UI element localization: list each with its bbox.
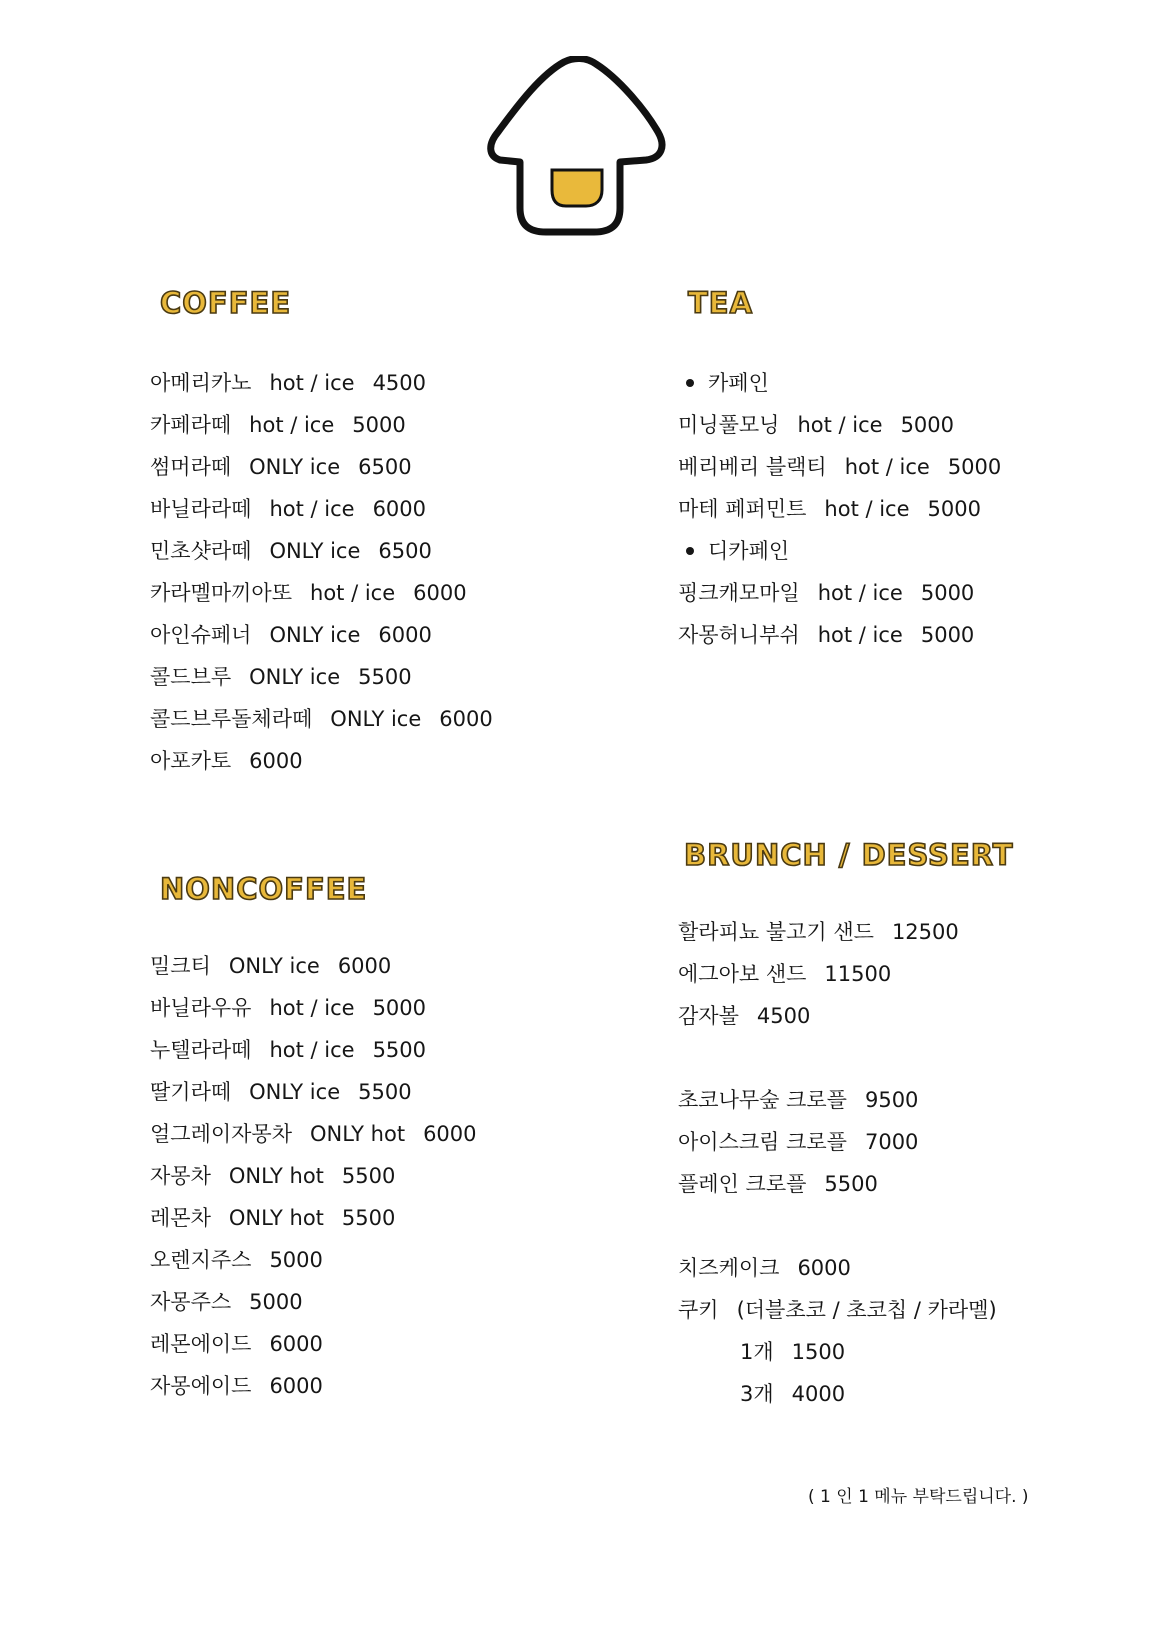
item-name: 민초샷라떼 — [150, 539, 252, 563]
menu-item — [678, 404, 1001, 446]
menu-subheading — [678, 362, 1001, 404]
item-option: hot / ice — [797, 413, 883, 437]
item-price: 4500 — [756, 1004, 811, 1028]
item-name: 콜드브루돌체라떼 — [150, 707, 313, 731]
item-option: ONLY ice — [269, 623, 361, 647]
item-price: 6000 — [797, 1256, 851, 1280]
menu-item — [678, 995, 1015, 1037]
item-price: 6000 — [337, 954, 392, 978]
item-price: 5500 — [358, 1080, 412, 1104]
menu-item — [150, 1365, 477, 1407]
menu-item — [150, 1323, 477, 1365]
menu-item — [150, 572, 493, 614]
menu-item — [150, 1155, 477, 1197]
menu-item — [678, 953, 1015, 995]
noncoffee-menu-list — [150, 945, 477, 1407]
item-name: 아이스크림 크로플 — [678, 1130, 847, 1154]
menu-item — [150, 945, 477, 987]
item-option: hot / ice — [844, 455, 930, 479]
item-price: 5500 — [358, 665, 412, 689]
menu-item — [678, 488, 1001, 530]
item-price: 6000 — [378, 623, 432, 647]
item-name: 감자볼 — [678, 1004, 739, 1028]
house-icon — [484, 56, 674, 246]
item-price: 4000 — [791, 1382, 846, 1406]
item-name: 바닐라라떼 — [150, 497, 252, 521]
item-name: 콜드브루 — [150, 665, 232, 689]
menu-item — [150, 1197, 477, 1239]
menu-spacer — [678, 1037, 1015, 1079]
item-name: 치즈케이크 — [678, 1256, 780, 1280]
menu-item — [150, 740, 493, 782]
coffee-menu-list — [150, 362, 493, 782]
menu-item — [678, 446, 1001, 488]
item-price: 7000 — [864, 1130, 919, 1154]
item-name: 에그아보 샌드 — [678, 962, 807, 986]
item-price: 6000 — [439, 707, 493, 731]
menu-item — [678, 572, 1001, 614]
item-option: hot / ice — [249, 413, 335, 437]
section-title-noncoffee: NONCOFFEE — [160, 872, 368, 906]
menu-item — [150, 488, 493, 530]
item-name: 자몽차 — [150, 1164, 211, 1188]
item-option: ONLY hot — [228, 1164, 324, 1188]
section-title-tea: TEA — [688, 286, 754, 320]
item-price: 5000 — [372, 996, 427, 1020]
menu-item — [150, 1113, 477, 1155]
item-name: 밀크티 — [150, 954, 211, 978]
menu-item — [150, 1071, 477, 1113]
section-title-coffee: COFFEE — [160, 286, 292, 320]
item-option: (더블초코 / 초코칩 / 카라멜) — [736, 1298, 997, 1322]
item-price: 5000 — [920, 581, 975, 605]
item-option: hot / ice — [269, 996, 355, 1020]
item-name: 레몬차 — [150, 1206, 211, 1230]
menu-item — [678, 1247, 1015, 1289]
menu-item — [150, 404, 493, 446]
item-price: 6000 — [423, 1122, 477, 1146]
item-price: 5000 — [900, 413, 955, 437]
section-title-brunch-dessert: BRUNCH / DESSERT — [684, 838, 1014, 872]
item-name: 오렌지주스 — [150, 1248, 252, 1272]
item-name: 쿠키 — [678, 1298, 719, 1322]
item-price: 6000 — [413, 581, 467, 605]
item-name: 바닐라우유 — [150, 996, 252, 1020]
item-name: 핑크캐모마일 — [678, 581, 800, 605]
item-price: 5500 — [341, 1206, 396, 1230]
menu-item — [678, 1121, 1015, 1163]
item-price: 5000 — [352, 413, 406, 437]
item-name: 미닝풀모닝 — [678, 413, 780, 437]
item-name: 아메리카노 — [150, 371, 252, 395]
menu-item — [150, 1281, 477, 1323]
item-name: 아인슈페너 — [150, 623, 252, 647]
item-name: 플레인 크로플 — [678, 1172, 807, 1196]
brunch-dessert-menu-list — [678, 911, 1015, 1415]
tea-menu-list — [678, 362, 1001, 656]
bullet-icon — [686, 379, 694, 387]
item-name: 할라피뇨 불고기 샌드 — [678, 920, 874, 944]
item-price: 5500 — [372, 1038, 427, 1062]
item-option: hot / ice — [269, 371, 355, 395]
item-option: ONLY ice — [269, 539, 361, 563]
item-price: 1500 — [791, 1340, 846, 1364]
subheading-label: 디카페인 — [708, 539, 790, 563]
item-price: 9500 — [864, 1088, 919, 1112]
item-price: 6000 — [269, 1374, 323, 1398]
item-name: 썸머라떼 — [150, 455, 232, 479]
item-name: 레몬에이드 — [150, 1332, 252, 1356]
item-option: ONLY hot — [310, 1122, 406, 1146]
menu-spacer — [678, 1205, 1015, 1247]
item-price: 5000 — [920, 623, 975, 647]
item-option: hot / ice — [817, 623, 903, 647]
menu-item — [150, 446, 493, 488]
item-price: 6500 — [358, 455, 412, 479]
menu-item — [150, 1239, 477, 1281]
item-name: 3개 — [740, 1382, 774, 1406]
item-option: ONLY hot — [228, 1206, 324, 1230]
menu-item — [678, 1331, 1015, 1373]
menu-item — [150, 1029, 477, 1071]
item-option: hot / ice — [817, 581, 903, 605]
item-name: 자몽주스 — [150, 1290, 232, 1314]
item-price: 5000 — [249, 1290, 303, 1314]
item-name: 자몽에이드 — [150, 1374, 252, 1398]
item-name: 아포카토 — [150, 749, 232, 773]
item-option: ONLY ice — [249, 665, 341, 689]
item-name: 베리베리 블랙티 — [678, 455, 827, 479]
menu-item — [678, 1163, 1015, 1205]
menu-subheading — [678, 530, 1001, 572]
item-name: 초코나무숲 크로플 — [678, 1088, 847, 1112]
footer-note: ( 1 인 1 메뉴 부탁드립니다. ) — [808, 1487, 1029, 1507]
item-option: ONLY ice — [330, 707, 422, 731]
menu-item — [678, 614, 1001, 656]
item-option: hot / ice — [269, 1038, 355, 1062]
item-price: 11500 — [824, 962, 892, 986]
item-option: hot / ice — [310, 581, 396, 605]
item-name: 얼그레이자몽차 — [150, 1122, 293, 1146]
item-name: 카라멜마끼아또 — [150, 581, 293, 605]
menu-item — [678, 1079, 1015, 1121]
item-option: ONLY ice — [249, 455, 341, 479]
item-price: 5500 — [341, 1164, 396, 1188]
menu-item — [678, 911, 1015, 953]
menu-item — [150, 987, 477, 1029]
item-name: 마테 페퍼민트 — [678, 497, 807, 521]
item-name: 카페라떼 — [150, 413, 232, 437]
menu-item — [150, 530, 493, 572]
bullet-icon — [686, 547, 694, 555]
subheading-label: 카페인 — [708, 371, 769, 395]
item-price: 4500 — [372, 371, 427, 395]
item-price: 6500 — [378, 539, 432, 563]
item-option: ONLY ice — [228, 954, 320, 978]
item-price: 6000 — [372, 497, 427, 521]
item-option: hot / ice — [824, 497, 910, 521]
item-price: 6000 — [249, 749, 303, 773]
item-name: 1개 — [740, 1340, 774, 1364]
item-name: 자몽허니부쉬 — [678, 623, 800, 647]
item-name: 누텔라라떼 — [150, 1038, 252, 1062]
menu-item — [150, 656, 493, 698]
menu-item — [150, 362, 493, 404]
menu-item — [150, 698, 493, 740]
item-price: 12500 — [891, 920, 959, 944]
menu-item — [150, 614, 493, 656]
menu-item — [678, 1289, 1015, 1331]
item-price: 5000 — [947, 455, 1002, 479]
item-price: 5000 — [927, 497, 981, 521]
item-option: hot / ice — [269, 497, 355, 521]
item-price: 5000 — [269, 1248, 323, 1272]
item-price: 6000 — [269, 1332, 323, 1356]
item-option: ONLY ice — [249, 1080, 341, 1104]
item-price: 5500 — [824, 1172, 878, 1196]
menu-item — [678, 1373, 1015, 1415]
item-name: 딸기라떼 — [150, 1080, 232, 1104]
